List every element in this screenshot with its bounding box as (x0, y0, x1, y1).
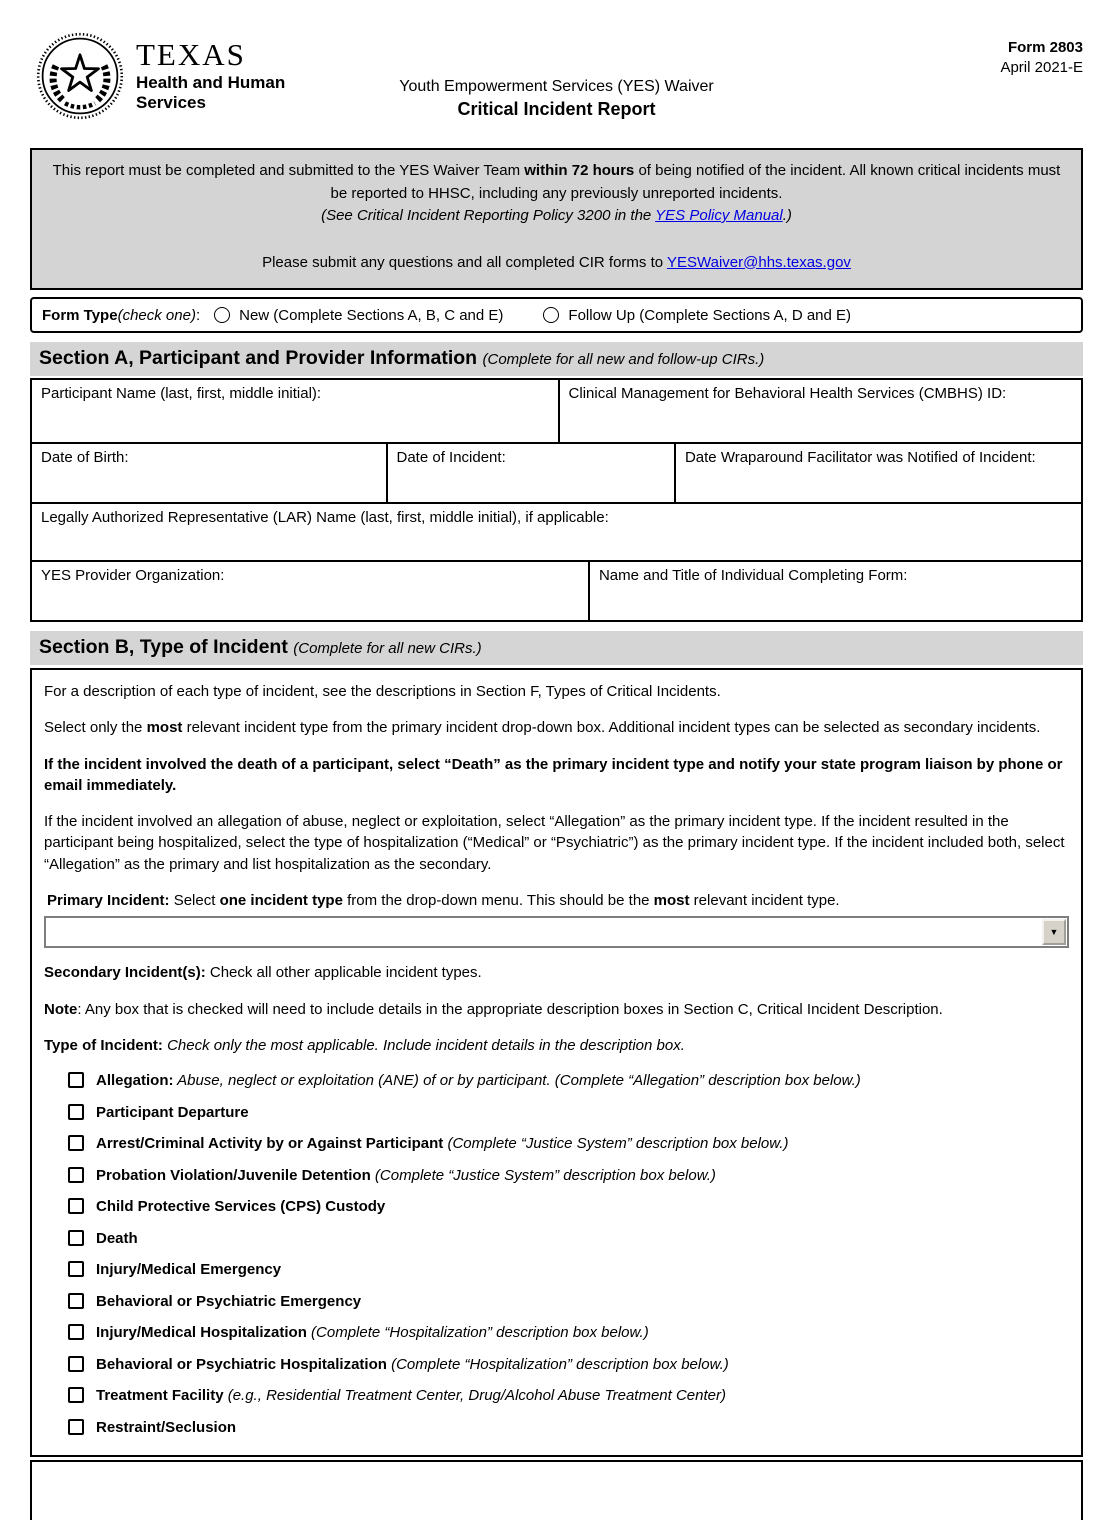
section-a-title: Section A, Participant and Provider Information (39, 347, 483, 369)
logo-hhs-line1: Health and Human (136, 73, 286, 93)
injury-hospitalization-italic: (Complete “Hospitalization” description box below.) (306, 1324, 649, 1342)
next-section-box-partial (30, 1460, 1083, 1520)
type-of-incident-label: Type of Incident: (44, 1036, 168, 1054)
checkbox-injury-medical-hospitalization[interactable] (68, 1324, 84, 1340)
primary-incident-dropdown[interactable] (44, 916, 1069, 948)
checkbox-treatment-facility[interactable] (68, 1387, 84, 1403)
treatment-facility-bold: Treatment Facility (96, 1387, 224, 1405)
behavioral-emergency-label (96, 1292, 361, 1312)
incident-row-participant-departure (68, 1103, 1069, 1123)
checkbox-behavioral-psychiatric-emergency[interactable] (68, 1293, 84, 1309)
primary-text-2: from the drop-down menu. This should be the (342, 892, 654, 910)
p2-text-cont: relevant incident type from the primary incident drop-down box. Additional incident types can be selected as secondary incidents. (182, 719, 1041, 737)
date-of-incident-label: Date of Incident: (396, 449, 506, 466)
primary-bold-one-type: one incident type (219, 892, 343, 910)
treatment-facility-label (96, 1386, 726, 1406)
form-number: Form 2803 (1007, 39, 1083, 56)
primary-text-1: Select (169, 892, 220, 910)
incident-row-probation (68, 1166, 1069, 1186)
cmbhs-id-label: Clinical Management for Behavioral Health Services (CMBHS) ID: (568, 385, 1007, 402)
note-label: Note (44, 1000, 78, 1018)
incident-row-cps-custody (68, 1197, 1069, 1217)
submission-notice-box (30, 148, 1083, 290)
arrest-label (96, 1134, 788, 1154)
notice-line-2 (46, 205, 1067, 228)
secondary-incident-line (44, 962, 1069, 983)
incident-row-injury-hospitalization (68, 1323, 1069, 1343)
p2-bold-most: most (146, 719, 183, 737)
participant-departure-bold: Participant Departure (96, 1103, 249, 1121)
allegation-italic: Abuse, neglect or exploitation (ANE) of or by participant. (Complete “Allegation” description box below.) (173, 1072, 861, 1090)
date-of-birth-field[interactable] (32, 444, 386, 502)
incident-row-allegation (68, 1071, 1069, 1091)
incident-row-behavioral-emergency (68, 1292, 1069, 1312)
form-type-row (30, 297, 1083, 333)
checkbox-allegation[interactable] (68, 1072, 84, 1088)
radio-new[interactable] (214, 307, 230, 323)
probation-label (96, 1166, 716, 1186)
primary-incident-line (44, 890, 1069, 911)
form-edition: April 2021-E (1000, 59, 1083, 77)
section-a-table (30, 378, 1083, 622)
date-notified-label: Date Wraparound Facilitator was Notified of Incident: (684, 449, 1036, 466)
secondary-incident-label: Secondary Incident(s): (44, 964, 206, 982)
radio-follow-up-label: Follow Up (Complete Sections A, D and E) (568, 306, 852, 324)
checkbox-arrest-criminal-activity[interactable] (68, 1135, 84, 1151)
section-b-title: Section B, Type of Incident (39, 636, 294, 658)
note-text: : Any box that is checked will need to include details in the appropriate description boxes in Section C, Critical Incident Description. (77, 1000, 943, 1018)
incident-row-injury-emergency (68, 1260, 1069, 1280)
behavioral-hospitalization-italic: (Complete “Hospitalization” description box below.) (386, 1355, 729, 1373)
completer-field[interactable] (588, 562, 1081, 620)
p2-text: Select only the (44, 719, 147, 737)
incident-row-treatment-facility (68, 1386, 1069, 1406)
section-b-death-warning: If the incident involved the death of a participant, select “Death” as the primary incident type and notify your state program liaison by phone or email immediately. (44, 755, 1063, 794)
arrest-italic: (Complete “Justice System” description box below.) (443, 1135, 789, 1153)
logo-texas-label: TEXAS (136, 37, 246, 73)
injury-hospitalization-bold: Injury/Medical Hospitalization (96, 1324, 307, 1342)
form-header (30, 26, 1083, 148)
form-type-hint: (check one) (117, 306, 196, 324)
secondary-incident-text: Check all other applicable incident types. (205, 964, 482, 982)
form-titles (30, 78, 1083, 120)
allegation-bold: Allegation: (96, 1072, 174, 1090)
section-b-header (30, 631, 1083, 665)
participant-departure-label (96, 1103, 249, 1123)
form-type-colon: : (195, 306, 201, 324)
dropdown-button[interactable] (1042, 919, 1066, 945)
checkbox-death[interactable] (68, 1230, 84, 1246)
section-b-subtitle: (Complete for all new CIRs.) (293, 640, 482, 657)
date-notified-field[interactable] (674, 444, 1081, 502)
checkbox-probation-violation[interactable] (68, 1167, 84, 1183)
policy-ref-text: (See Critical Incident Reporting Policy 3200 in the (321, 207, 656, 224)
submit-questions-text: Please submit any questions and all completed CIR forms to (262, 253, 667, 271)
checkbox-restraint-seclusion[interactable] (68, 1419, 84, 1435)
primary-incident-label: Primary Incident: (47, 892, 170, 910)
incident-row-arrest (68, 1134, 1069, 1154)
radio-new-label: New (Complete Sections A, B, C and E) (239, 306, 504, 324)
primary-text-3: relevant incident type. (689, 892, 840, 910)
form-title-main: Critical Incident Report (457, 99, 656, 119)
section-b-paragraph-1: For a description of each type of incident, see the descriptions in Section F, Types of Critical Incidents. (44, 683, 721, 700)
provider-org-label: YES Provider Organization: (41, 567, 225, 584)
probation-italic: (Complete “Justice System” description box below.) (370, 1166, 716, 1184)
date-of-incident-field[interactable] (386, 444, 674, 502)
notice-line-1 (46, 160, 1067, 205)
form-title-program: Youth Empowerment Services (YES) Waiver (399, 78, 714, 95)
injury-hospitalization-label (96, 1323, 649, 1343)
policy-ref-close: .) (782, 207, 792, 224)
injury-emergency-label (96, 1260, 281, 1280)
provider-org-field[interactable] (32, 562, 588, 620)
incident-row-restraint-seclusion (68, 1418, 1069, 1438)
yes-policy-manual-link[interactable]: YES Policy Manual (655, 207, 783, 224)
cps-custody-bold: Child Protective Services (CPS) Custody (96, 1198, 386, 1216)
date-of-birth-label: Date of Birth: (41, 449, 129, 466)
death-label (96, 1229, 138, 1249)
behavioral-hospitalization-bold: Behavioral or Psychiatric Hospitalization (96, 1355, 387, 1373)
probation-bold: Probation Violation/Juvenile Detention (96, 1166, 371, 1184)
restraint-seclusion-label (96, 1418, 236, 1438)
section-a-subtitle: (Complete for all new and follow-up CIRs.) (482, 351, 765, 368)
participant-name-label: Participant Name (last, first, middle initial): (41, 385, 322, 402)
section-a-header (30, 342, 1083, 376)
checkbox-behavioral-psychiatric-hospitalization[interactable] (68, 1356, 84, 1372)
incident-row-behavioral-hospitalization (68, 1355, 1069, 1375)
section-b-paragraph-4: If the incident involved an allegation of abuse, neglect or exploitation, select “Allegation” as the primary incident type. If the incident resulted in the participant being hospitalized, select the type of hospitalization (“Medical” or “Psychiatric”) as the primary incident type. If the incident included both, select “Allegation” as the primary and list hospitalization as the secondary. (44, 813, 1065, 873)
allegation-label (96, 1071, 861, 1091)
lar-name-field[interactable] (32, 504, 1081, 560)
participant-name-field[interactable] (32, 380, 558, 442)
behavioral-emergency-bold: Behavioral or Psychiatric Emergency (96, 1292, 362, 1310)
yes-waiver-email-link[interactable]: YESWaiver@hhs.texas.gov (667, 253, 851, 271)
incident-row-death (68, 1229, 1069, 1249)
primary-bold-most: most (653, 892, 690, 910)
checkbox-cps-custody[interactable] (68, 1198, 84, 1214)
notice-text-cont: of being notified of the incident. All known critical incidents must be reported to HHSC, including any previously unreported incidents. (330, 162, 1061, 202)
radio-follow-up[interactable] (543, 307, 559, 323)
form-type-label: Form Type (42, 306, 118, 324)
notice-text: This report must be completed and submitted to the YES Waiver Team (52, 162, 525, 179)
behavioral-hospitalization-label (96, 1355, 729, 1375)
cps-custody-label (96, 1197, 385, 1217)
section-b-body (30, 668, 1083, 1457)
checkbox-participant-departure[interactable] (68, 1104, 84, 1120)
treatment-facility-italic: (e.g., Residential Treatment Center, Drug/Alcohol Abuse Treatment Center) (223, 1387, 726, 1405)
injury-emergency-bold: Injury/Medical Emergency (96, 1261, 282, 1279)
section-b-paragraph-2 (44, 717, 1069, 738)
notice-bold-72-hours: within 72 hours (524, 162, 635, 179)
checkbox-injury-medical-emergency[interactable] (68, 1261, 84, 1277)
chevron-down-icon: ▼ (1049, 926, 1059, 937)
type-of-incident-line (44, 1035, 1069, 1056)
notice-line-3 (46, 252, 1067, 275)
arrest-bold: Arrest/Criminal Activity by or Against Participant (96, 1135, 444, 1153)
lar-name-label: Legally Authorized Representative (LAR) Name (last, first, middle initial), if applicable: (41, 509, 609, 526)
type-of-incident-instructions: Check only the most applicable. Include incident details in the description box. (167, 1036, 685, 1054)
restraint-seclusion-bold: Restraint/Seclusion (96, 1418, 237, 1436)
cmbhs-id-field[interactable] (558, 380, 1081, 442)
note-line (44, 999, 1069, 1020)
death-bold: Death (96, 1229, 138, 1247)
completer-label: Name and Title of Individual Completing Form: (598, 567, 908, 584)
logo-hhs-line2: Services (136, 93, 206, 112)
form-meta (1000, 38, 1083, 79)
